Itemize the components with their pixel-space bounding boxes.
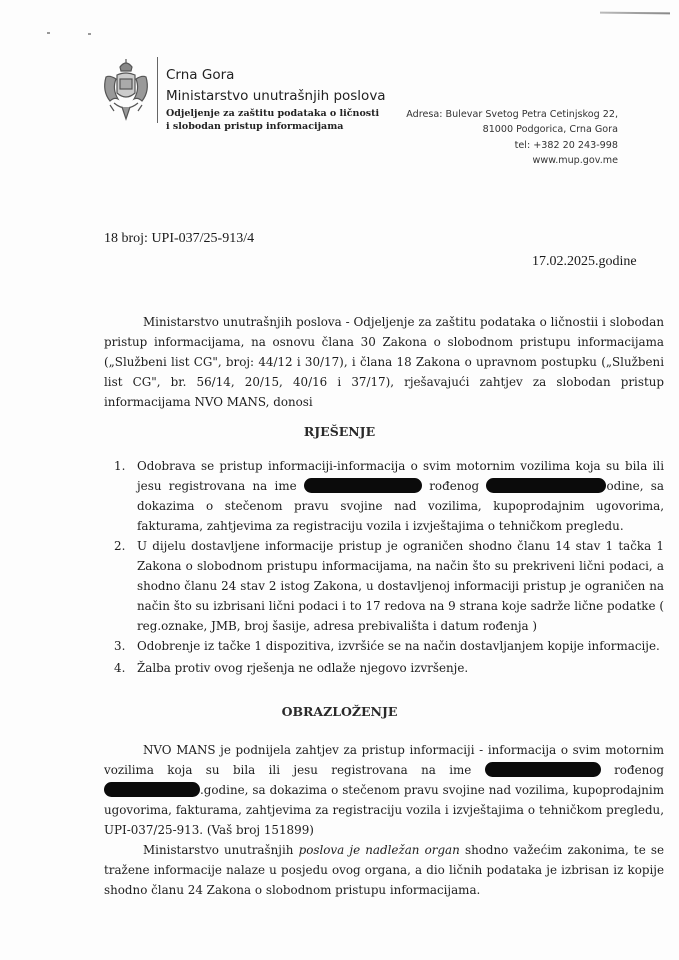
item-text-c: odine, sa dokazima o stečenom pravu svojine nad vozilima, kupoprodajnim ugovorima, fakturama, zahtjevima za registraciju vozila i izvještajima o tehničkom pregledu. [137,479,664,533]
decision-item-2 [114,536,664,636]
item-text: U dijelu dostavljene informacije pristup je ograničen shodno članu 14 stav 1 tačka 1 Zakona o slobodnom pristupu informacijama, na način što su prekriveni lični podaci, a shodno članu 24 stav 2 istog Zakona, u dostavljenoj informaciji pristup je ograničen na način što su izbrisani lični podaci i to 17 redova na 9 strana koje sadrže lične podatke ( reg.oznake, JMB, broj šasije, adresa prebivališta i datum rođenja ) [137,539,664,633]
department-line-1: Odjeljenje za zaštitu podataka o ličnosti [166,108,380,119]
address-block [406,107,618,168]
ministry-name: Ministarstvo unutrašnjih poslova [166,88,386,104]
redacted-name [304,478,422,493]
address-city: 81000 Podgorica, Crna Gora [482,124,618,136]
reasoning-text-c: .godine, sa dokazima o stečenom pravu svojine nad vozilima, kupoprodajnim ugovorima, fakturama, zahtjevima za registraciju vozila i izvještajima o tehničkom pregledu, UPI-037/25-913. (Vaš broj 151899) [104,783,664,837]
decision-item-1 [114,456,664,536]
item-number: 4. [114,661,126,675]
decision-item-3 [114,636,664,656]
scan-artifact-line [600,12,670,15]
intro-paragraph [104,312,664,412]
redacted-name [485,762,601,777]
reasoning-text-d: Ministarstvo unutrašnjih [143,843,294,857]
decision-heading: RJEŠENJE [303,424,376,439]
department-name [166,107,379,133]
department-line-2: i slobodan pristup informacijama [166,121,344,132]
reference-number: 18 broj: UPI-037/25-913/4 [104,231,255,246]
reasoning-section [104,740,664,900]
decision-list [114,456,664,678]
item-number: 3. [114,639,126,653]
reasoning-text-b: rođenog [614,763,665,777]
decision-item-4 [114,658,664,678]
intro-text: Ministarstvo unutrašnjih poslova - Odjeljenje za zaštitu podataka o ličnostii i slobodan pristup informacijama, na osnovu člana 30 Zakona o slobodnom pristupu informacijama („Službeni list CG", broj: 44/12 i 30/17), i člana 18 Zakona o upravnom postupku („Službeni list CG", br. 56/14, 20/15, 40/16 i 37/17), rješavajući zahtjev za slobodan pristup informacijama NVO MANS, donosi [104,315,664,409]
reasoning-text-a: NVO MANS je podnijela zahtjev za pristup informaciji - informacija o svim motornim vozilima koja su bila ili jesu registrovana na ime [104,743,664,777]
country-name: Crna Gora [166,67,235,83]
item-text-b: rođenog [429,479,480,493]
reasoning-paragraph-1 [104,740,664,840]
coat-of-arms-icon [100,57,152,125]
scan-speck [88,33,91,35]
reasoning-text-f: shodno važećim zakonima, te se tražene informacije nalaze u posjedu ovog organa, a dio ličnih podataka je izbrisan iz kopije shodno članu 24 Zakona o slobodnom pristupu informacijama. [104,843,665,897]
address-street: Adresa: Bulevar Svetog Petra Cetinjskog 22, [406,109,618,120]
reasoning-heading: OBRAZLOŽENJE [281,704,398,719]
address-website: www.mup.gov.me [532,154,618,166]
redacted-birthdate [104,782,200,797]
reasoning-paragraph-2 [104,840,664,900]
item-number: 2. [114,539,126,553]
item-number: 1. [114,459,126,473]
reasoning-text-e: poslova je nadležan organ [298,843,460,857]
address-phone: tel: +382 20 243-998 [514,139,618,151]
item-text: Žalba protiv ovog rješenja ne odlaže njegovo izvršenje. [137,661,469,675]
letterhead-divider [157,57,158,123]
item-text-a: Odobrava se pristup informaciji-informacija o svim motornim vozilima koja su bila ili jesu registrovana na ime [137,459,664,493]
document-date: 17.02.2025.godine [532,254,637,269]
redacted-birthdate [486,478,606,493]
item-text: Odobrenje iz tačke 1 dispozitiva, izvršiće se na način dostavljanjem kopije informacije. [137,639,660,653]
scan-speck [47,32,50,34]
